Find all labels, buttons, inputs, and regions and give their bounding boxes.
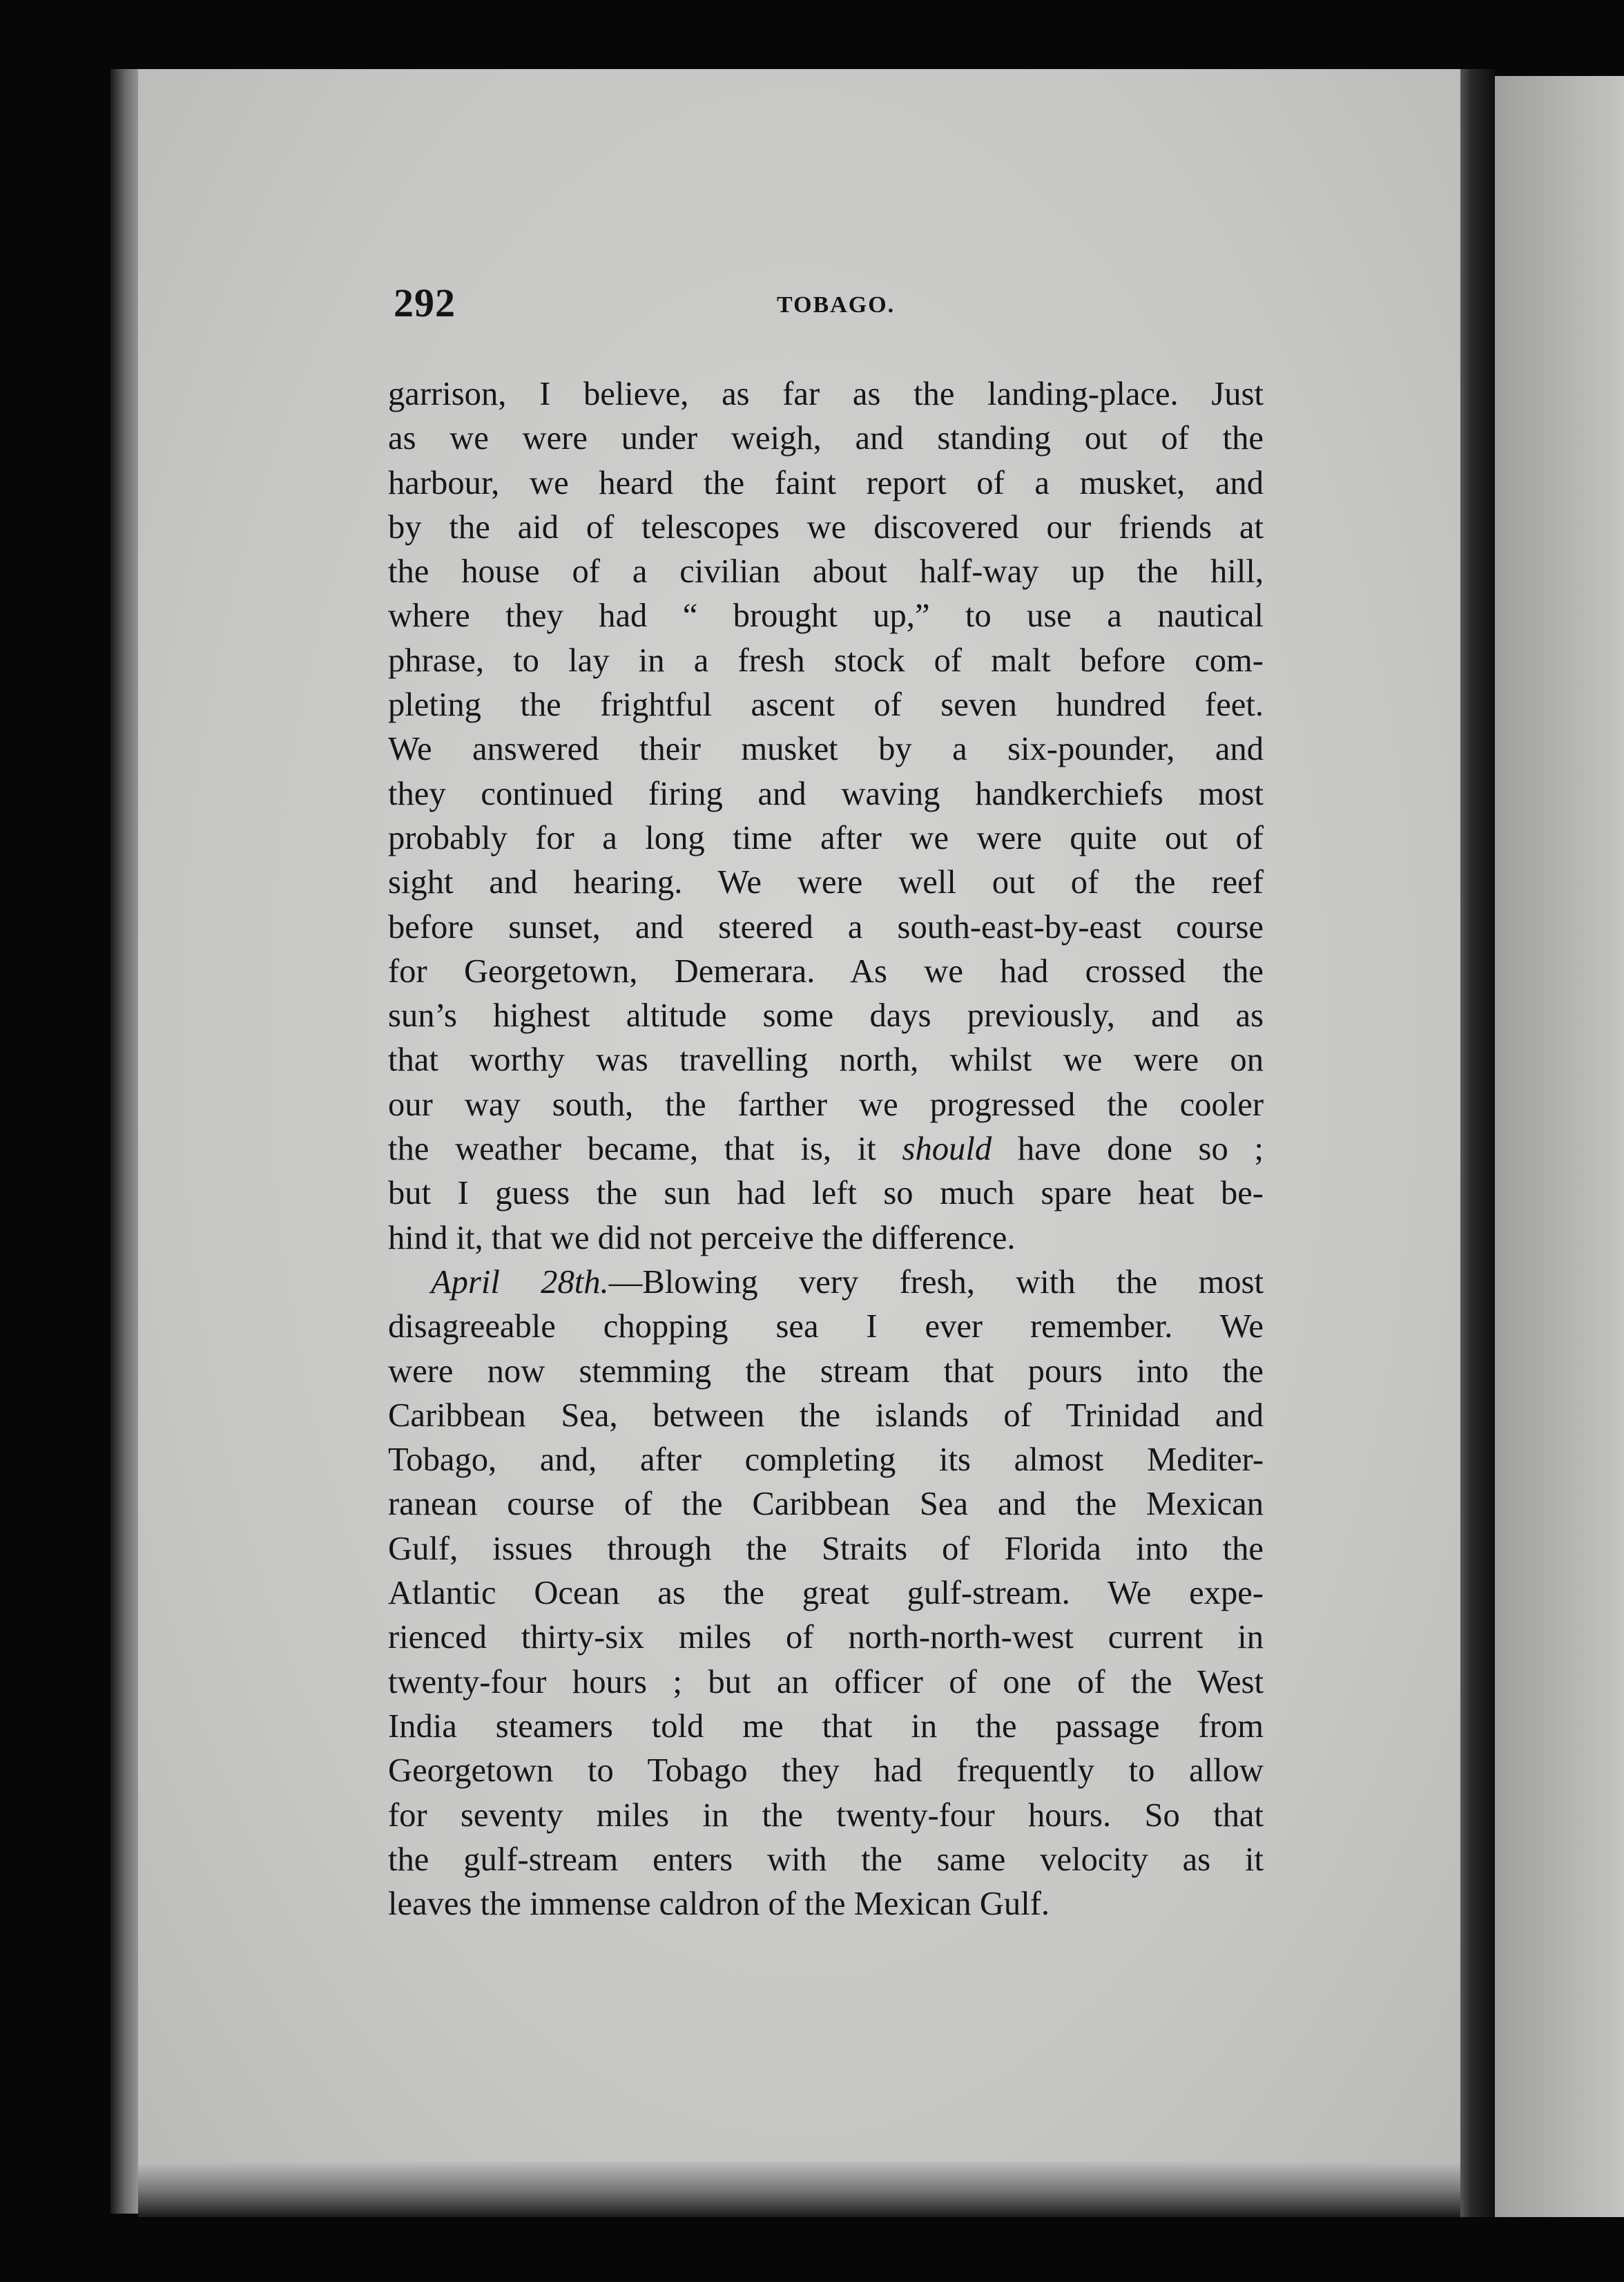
running-head: TOBAGO. <box>777 292 896 318</box>
text-line: rienced thirty-six miles of north-north-west current in <box>388 1618 1264 1656</box>
italic-text: April 28th. <box>431 1263 609 1301</box>
text-line: hind it, that we did not perceive the difference. <box>388 1218 1016 1256</box>
text-segment: —Blowing very fresh, with the most <box>608 1263 1264 1301</box>
text-line: our way south, the farther we progressed the cooler <box>388 1085 1264 1123</box>
text-line: We answered their musket by a six-pounder, and <box>388 730 1264 768</box>
text-line: for seventy miles in the twenty-four hours. So that <box>388 1796 1264 1834</box>
text-line: phrase, to lay in a fresh stock of malt before com- <box>388 641 1264 679</box>
italic-text: should <box>902 1130 992 1168</box>
text-line: for Georgetown, Demerara. As we had crossed the <box>388 952 1264 990</box>
text-line: pleting the frightful ascent of seven hundred feet. <box>388 686 1264 724</box>
text-line: sun’s highest altitude some days previously, and as <box>388 997 1264 1035</box>
text-line: Gulf, issues through the Straits of Florida into the <box>388 1529 1264 1567</box>
text-segment: have done so ; <box>992 1130 1264 1168</box>
text-line: ranean course of the Caribbean Sea and the Mexican <box>388 1485 1264 1523</box>
text-line: the house of a civilian about half-way up the hill, <box>388 553 1264 591</box>
text-line: they continued firing and waving handkerchiefs most <box>388 774 1264 812</box>
text-line: leaves the immense caldron of the Mexican Gulf. <box>388 1885 1050 1923</box>
text-line: Atlantic Ocean as the great gulf-stream. We expe- <box>388 1574 1264 1612</box>
body-text <box>388 372 1264 1926</box>
text-line: disagreeable chopping sea I ever remember. We <box>388 1307 1264 1345</box>
text-line: Tobago, and, after completing its almost Mediter- <box>388 1441 1264 1479</box>
text-line: the gulf-stream enters with the same velocity as it <box>388 1840 1264 1878</box>
text-line: Caribbean Sea, between the islands of Trinidad and <box>388 1396 1264 1434</box>
page-header <box>394 280 1264 335</box>
text-line <box>388 1260 1264 1304</box>
text-line: Georgetown to Tobago they had frequently to allow <box>388 1752 1264 1790</box>
text-line: sight and hearing. We were well out of the reef <box>388 863 1264 901</box>
text-line: where they had “ brought up,” to use a nautical <box>388 597 1264 635</box>
text-line: as we were under weigh, and standing out of the <box>388 419 1264 457</box>
text-line: probably for a long time after we were quite out of <box>388 818 1264 856</box>
text-segment: the weather became, that is, it <box>388 1130 902 1168</box>
text-line <box>388 1126 1264 1171</box>
text-line: but I guess the sun had left so much spare heat be- <box>388 1174 1264 1212</box>
page-bottom-edge <box>138 2162 1460 2217</box>
text-line: were now stemming the stream that pours into the <box>388 1352 1264 1390</box>
page-number: 292 <box>394 280 456 325</box>
text-line: harbour, we heard the faint report of a musket, and <box>388 463 1264 501</box>
text-line: before sunset, and steered a south-east-by-east course <box>388 908 1264 946</box>
text-line: India steamers told me that in the passage from <box>388 1707 1264 1745</box>
text-line: that worthy was travelling north, whilst we were on <box>388 1041 1264 1079</box>
text-line: garrison, I believe, as far as the landing-place. Just <box>388 375 1264 412</box>
adjacent-page-edge <box>1495 76 1624 2217</box>
text-line: twenty-four hours ; but an officer of one of the West <box>388 1662 1264 1700</box>
text-line: by the aid of telescopes we discovered our friends at <box>388 508 1264 546</box>
